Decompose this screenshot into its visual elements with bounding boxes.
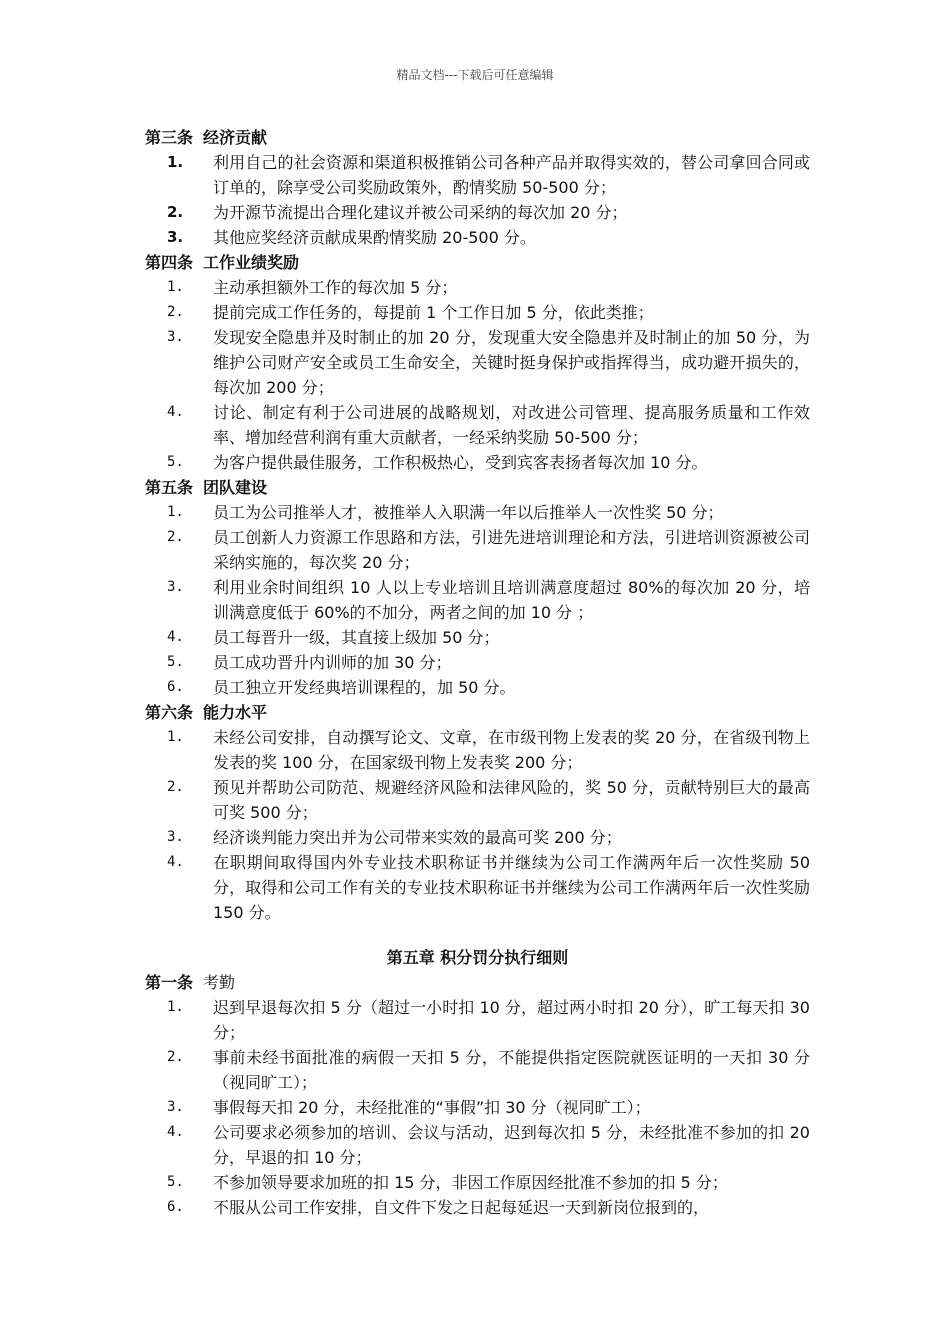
list-item	[145, 525, 810, 575]
item-number: 1.	[167, 279, 184, 295]
item-text: 员工独立开发经典培训课程的，加 50 分。	[213, 678, 516, 697]
article-number: 第六条	[145, 703, 194, 722]
item-text: 不服从公司工作安排，自文件下发之日起每延迟一天到新岗位报到的，	[213, 1198, 710, 1217]
chapter-title: 第五章 积分罚分执行细则	[386, 948, 569, 967]
item-number: 4.	[167, 854, 184, 870]
item-number: 3.	[167, 228, 184, 246]
article-number: 第三条	[145, 128, 194, 147]
list-item	[145, 775, 810, 825]
item-number: 1.	[167, 999, 184, 1015]
item-number: 3.	[167, 1099, 184, 1115]
article-heading	[145, 475, 810, 500]
item-number: 2.	[167, 529, 184, 545]
item-text: 提前完成工作任务的，每提前 1 个工作日加 5 分，依此类推；	[213, 303, 654, 322]
list-item	[145, 1120, 810, 1170]
item-number: 2.	[167, 779, 184, 795]
list-item	[145, 275, 810, 300]
item-number: 4.	[167, 629, 184, 645]
item-text: 员工成功晋升内训师的加 30 分；	[213, 653, 452, 672]
item-number: 5.	[167, 1174, 184, 1190]
item-number: 6.	[167, 1199, 184, 1215]
item-text: 利用自己的社会资源和渠道积极推销公司各种产品并取得实效的，替公司拿回合同或订单的，除享受公司奖励政策外，酌情奖励 50-500 分；	[213, 153, 810, 197]
item-text: 经济谈判能力突出并为公司带来实效的最高可奖 200 分；	[213, 828, 622, 847]
item-text: 公司要求必须参加的培训、会议与活动，迟到每次扣 5 分，未经批准不参加的扣 20 分，早退的扣 10 分；	[213, 1123, 810, 1167]
list-item	[145, 1195, 810, 1220]
item-number: 1.	[167, 504, 184, 520]
list-item	[145, 325, 810, 400]
article-title: 经济贡献	[203, 128, 268, 147]
item-text: 为客户提供最佳服务，工作积极热心，受到宾客表扬者每次加 10 分。	[213, 453, 708, 472]
article-number: 第五条	[145, 478, 194, 497]
item-number: 1.	[167, 153, 184, 171]
item-number: 5.	[167, 454, 184, 470]
article-number: 第一条	[145, 973, 194, 992]
item-text: 员工为公司推举人才，被推举人入职满一年以后推举人一次性奖 50 分；	[213, 503, 724, 522]
list-item	[145, 1095, 810, 1120]
item-number: 2.	[167, 304, 184, 320]
article-list	[145, 125, 810, 925]
item-text: 未经公司安排，自动撰写论文、文章，在市级刊物上发表的奖 20 分，在省级刊物上发表的奖 100 分，在国家级刊物上发表奖 200 分；	[213, 728, 810, 772]
document-body	[145, 125, 810, 1220]
list-item	[145, 1045, 810, 1095]
item-number: 5.	[167, 654, 184, 670]
article-heading	[145, 970, 810, 995]
item-number: 3.	[167, 829, 184, 845]
list-item	[145, 1170, 810, 1195]
item-text: 发现安全隐患并及时制止的加 20 分，发现重大安全隐患并及时制止的加 50 分，为维护公司财产安全或员工生命安全，关键时挺身保护或指挥得当，成功避开损失的，每次加 200 分；	[213, 328, 810, 397]
item-number: 2.	[167, 203, 184, 221]
list-item	[145, 500, 810, 525]
list-item	[145, 400, 810, 450]
item-text: 预见并帮助公司防范、规避经济风险和法律风险的，奖 50 分，贡献特别巨大的最高可奖 500 分；	[213, 778, 810, 822]
item-text: 为开源节流提出合理化建议并被公司采纳的每次加 20 分；	[213, 203, 628, 222]
item-number: 4.	[167, 1124, 184, 1140]
item-text: 员工创新人力资源工作思路和方法，引进先进培训理论和方法，引进培训资源被公司采纳实施的，每次奖 20 分；	[213, 528, 810, 572]
list-item	[145, 150, 810, 200]
list-item	[145, 725, 810, 775]
item-text: 事假每天扣 20 分，未经批准的“事假”扣 30 分（视同旷工）；	[213, 1098, 651, 1117]
item-text: 在职期间取得国内外专业技术职称证书并继续为公司工作满两年后一次性奖励 50 分，取得和公司工作有关的专业技术职称证书并继续为公司工作满两年后一次性奖励 150 分。	[213, 853, 810, 922]
list-item	[145, 575, 810, 625]
document-header-note: 精品文档---下载后可任意编辑	[396, 68, 554, 82]
item-number: 3.	[167, 329, 184, 345]
list-item	[145, 225, 810, 250]
item-text: 员工每晋升一级，其直接上级加 50 分；	[213, 628, 500, 647]
article-heading	[145, 125, 810, 150]
list-item	[145, 675, 810, 700]
list-item	[145, 625, 810, 650]
article-title: 考勤	[203, 973, 236, 992]
list-item	[145, 200, 810, 225]
article-number: 第四条	[145, 253, 194, 272]
item-text: 事前未经书面批准的病假一天扣 5 分，不能提供指定医院就医证明的一天扣 30 分（视同旷工）；	[213, 1048, 810, 1092]
article-title: 工作业绩奖励	[203, 253, 300, 272]
item-text: 利用业余时间组织 10 人以上专业培训且培训满意度超过 80%的每次加 20 分，培训满意度低于 60%的不加分，两者之间的加 10 分 ；	[213, 578, 810, 622]
list-item	[145, 825, 810, 850]
article-heading	[145, 700, 810, 725]
item-number: 3.	[167, 579, 184, 595]
item-text: 不参加领导要求加班的扣 15 分，非因工作原因经批准不参加的扣 5 分；	[213, 1173, 728, 1192]
list-item	[145, 450, 810, 475]
item-number: 6.	[167, 679, 184, 695]
chapter-article	[145, 970, 810, 1220]
list-item	[145, 850, 810, 925]
item-text: 主动承担额外工作的每次加 5 分；	[213, 278, 458, 297]
item-text: 讨论、制定有利于公司进展的战略规划，对改进公司管理、提高服务质量和工作效率、增加经营利润有重大贡献者，一经采纳奖励 50-500 分；	[213, 403, 810, 447]
article-heading	[145, 250, 810, 275]
article-title: 团队建设	[203, 478, 268, 497]
article-title: 能力水平	[203, 703, 268, 722]
item-number: 1.	[167, 729, 184, 745]
item-text: 迟到早退每次扣 5 分（超过一小时扣 10 分，超过两小时扣 20 分），旷工每天扣 30 分；	[213, 998, 810, 1042]
item-number: 2.	[167, 1049, 184, 1065]
item-number: 4.	[167, 404, 184, 420]
list-item	[145, 650, 810, 675]
list-item	[145, 300, 810, 325]
list-item	[145, 995, 810, 1045]
item-text: 其他应奖经济贡献成果酌情奖励 20-500 分。	[213, 228, 536, 247]
